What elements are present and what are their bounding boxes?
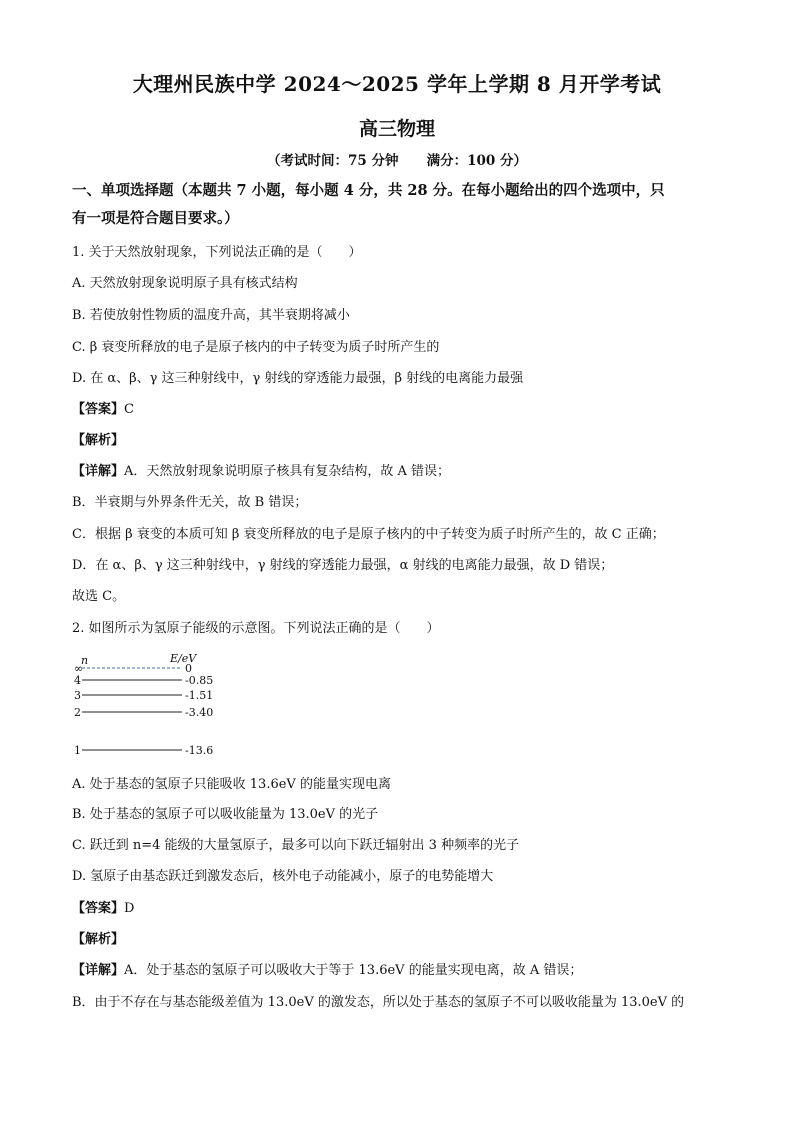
q2-stem: 2. 如图所示为氢原子能级的示意图。下列说法正确的是（ ） (72, 621, 440, 636)
q2-answer (72, 900, 134, 918)
q2-analysis-tag: 【解析】 (72, 932, 125, 947)
level-n-label: 2 (74, 706, 81, 719)
answer-value: D (124, 901, 135, 916)
energy-level-svg (70, 650, 230, 760)
detail-text: A．天然放射现象说明原子核具有复杂结构，故 A 错误； (124, 464, 451, 479)
exam-title: 大理州民族中学 2024～2025 学年上学期 8 月开学考试 (132, 72, 662, 96)
detail-text: A．处于基态的氢原子可以吸收大于等于 13.6eV 的能量实现电离，故 A 错误； (124, 963, 583, 978)
answer-value: C (124, 402, 134, 417)
energy-level-diagram (70, 650, 230, 760)
q1-option-d: D. 在 α、β、γ 这三种射线中，γ 射线的穿透能力最强，β 射线的电离能力最强 (72, 371, 524, 386)
level-n-label: 4 (74, 674, 81, 687)
exam-subject: 高三物理 (358, 118, 435, 140)
q1-answer (72, 401, 134, 419)
energy-axis-label: E/eV (170, 652, 197, 665)
level-energy-label: -0.85 (185, 674, 214, 687)
q1-option-c: C. β 衰变所释放的电子是原子核内的中子转变为质子时所产生的 (72, 340, 440, 355)
energy-levels (74, 662, 213, 757)
q1-option-b: B. 若使放射性物质的温度升高，其半衰期将减小 (72, 308, 350, 323)
section-heading-line1: 一、单项选择题（本题共 7 小题，每小题 4 分，共 28 分。在每小题给出的四个选项中，只 (72, 182, 665, 199)
q1-option-a: A. 天然放射现象说明原子具有核式结构 (72, 276, 298, 291)
q2-option-b: B. 处于基态的氢原子可以吸收能量为 13.0eV 的光子 (72, 807, 379, 822)
q1-conclusion: 故选 C。 (72, 589, 126, 604)
level-energy-label: -13.6 (185, 744, 214, 757)
section-heading-line2: 有一项是符合题目要求。） (72, 210, 239, 227)
q1-stem: 1. 关于天然放射现象，下列说法正确的是（ ） (72, 245, 362, 260)
q2-detail-b: B．由于不存在与基态能级差值为 13.0eV 的激发态，所以处于基态的氢原子不可以吸收能量为 13.0eV 的 (72, 995, 685, 1010)
level-n-label: 3 (74, 689, 81, 702)
exam-info: （考试时间：75 分钟 满分：100 分） (266, 153, 528, 169)
q2-option-c: C. 跃迁到 n=4 能级的大量氢原子，最多可以向下跃迁辐射出 3 种频率的光子 (72, 838, 520, 853)
q2-detail-a (72, 962, 582, 980)
level-n-label: ∞ (74, 662, 84, 675)
n-axis-label: n (81, 654, 89, 667)
q1-detail-a (72, 463, 450, 481)
q1-detail-c: C．根据 β 衰变的本质可知 β 衰变所释放的电子是原子核内的中子转变为质子时所产生的，故 C 正确； (72, 527, 665, 542)
level-n-label: 1 (74, 744, 81, 757)
q2-option-a: A. 处于基态的氢原子只能吸收 13.6eV 的能量实现电离 (72, 777, 391, 792)
level-energy-label: 0 (185, 662, 192, 675)
level-energy-label: -3.40 (185, 706, 214, 719)
detail-tag: 【详解】 (72, 963, 125, 978)
q1-detail-d: D．在 α、β、γ 这三种射线中，γ 射线的穿透能力最强，α 射线的电离能力最强，故 D 错误； (72, 558, 614, 573)
answer-tag: 【答案】 (72, 901, 125, 916)
level-energy-label: -1.51 (185, 689, 214, 702)
answer-tag: 【答案】 (72, 402, 125, 417)
q2-option-d: D. 氢原子由基态跃迁到激发态后，核外电子动能减小，原子的电势能增大 (72, 869, 494, 884)
q1-detail-b: B．半衰期与外界条件无关，故 B 错误； (72, 495, 308, 510)
detail-tag: 【详解】 (72, 464, 125, 479)
q1-analysis-tag: 【解析】 (72, 433, 125, 448)
